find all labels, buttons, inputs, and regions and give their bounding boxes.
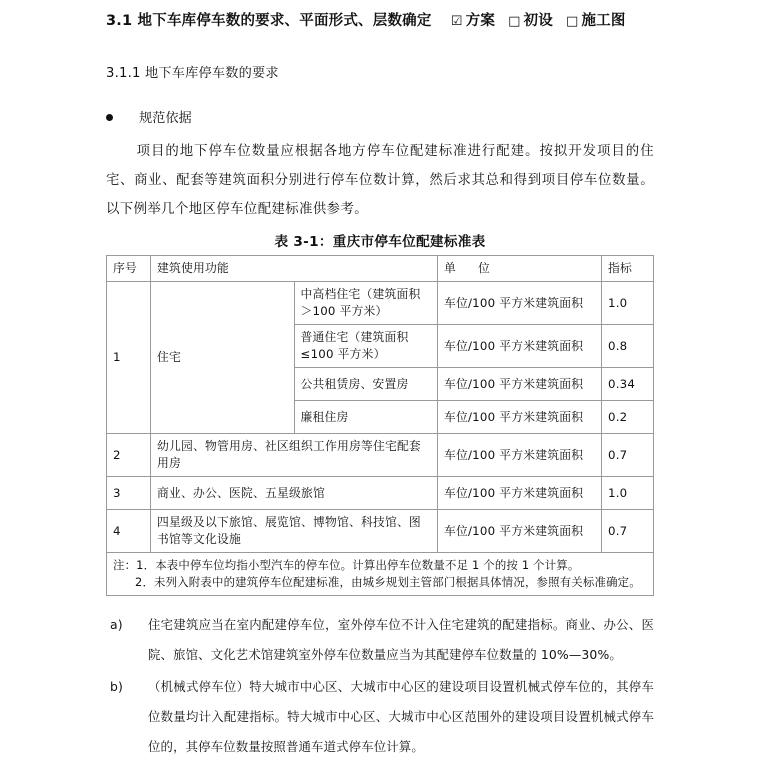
header-unit (438, 256, 602, 282)
table-row (107, 434, 654, 477)
list-item-marker: a) (110, 617, 123, 632)
checkbox-preliminary-label: 初设 (523, 13, 553, 29)
header-indicator: 指标 (602, 256, 654, 282)
cell-unit: 车位/100 平方米建筑面积 (438, 434, 602, 477)
cell-unit: 车位/100 平方米建筑面积 (438, 282, 602, 325)
body-paragraph-text: 项目的地下停车位数量应根据各地方停车位配建标准进行配建。按拟开发项目的住宅、商业、配套等建筑面积分别进行停车位数计算，然后求其总和得到项目停车位数量。以下例举几个地区停车位配建标准供参考。 (106, 144, 654, 217)
table-row (107, 510, 654, 553)
subsection-heading: 3.1.1 地下车库停车数的要求 (106, 66, 279, 81)
cell-seq: 2 (107, 434, 151, 477)
cell-item: 商业、办公、医院、五星级旅馆 (151, 477, 438, 510)
body-paragraph (106, 137, 654, 224)
table-caption: 表 3-1：重庆市停车位配建标准表 (274, 234, 486, 250)
cell-value: 0.7 (602, 510, 654, 553)
cell-unit: 车位/100 平方米建筑面积 (438, 325, 602, 368)
cell-seq: 4 (107, 510, 151, 553)
cell-item: 公共租赁房、安置房 (294, 368, 438, 401)
header-function: 建筑使用功能 (151, 256, 438, 282)
table-header-row (107, 256, 654, 282)
cell-group: 住宅 (151, 282, 295, 434)
cell-item: 幼儿园、物管用房、社区组织工作用房等住宅配套用房 (151, 434, 438, 477)
header-unit-right: 位 (478, 261, 490, 275)
list-item-text: 住宅建筑应当在室内配建停车位，室外停车位不计入住宅建筑的配建指标。商业、办公、医院、旅馆、文化艺术馆建筑室外停车位数量应当为其配建停车位数量的 10%—30%。 (148, 617, 654, 662)
table-row (107, 282, 654, 325)
cell-seq: 1 (107, 282, 151, 434)
cell-item: 廉租住房 (294, 401, 438, 434)
header-seq: 序号 (107, 256, 151, 282)
table-row (107, 477, 654, 510)
checkbox-preliminary-icon[interactable]: □ (508, 14, 521, 29)
list-item (106, 672, 654, 762)
table-notes-row (107, 553, 654, 596)
checkbox-construction-drawing-label: 施工图 (581, 13, 626, 29)
cell-item: 四星级及以下旅馆、展览馆、博物馆、科技馆、图书馆等文化设施 (151, 510, 438, 553)
parking-standard-table (106, 255, 654, 596)
checkbox-scheme-label: 方案 (465, 13, 496, 29)
cell-value: 0.7 (602, 434, 654, 477)
checkbox-construction-drawing-icon[interactable]: □ (565, 14, 579, 29)
table-note-2: 2．未列入附表中的建筑停车位配建标准，由城乡规划主管部门根据具体情况，参照有关标准确定。 (135, 575, 641, 589)
table-note-1: 注：1．本表中停车位均指小型汽车的停车位。计算出停车位数量不足 1 个的按 1 个计算。 (113, 558, 580, 572)
cell-item: 中高档住宅（建筑面积＞100 平方米） (294, 282, 438, 325)
cell-value: 0.2 (602, 401, 654, 434)
section-number: 3.1 (106, 13, 133, 29)
bullet-dot-icon (106, 114, 113, 121)
cell-unit: 车位/100 平方米建筑面积 (438, 368, 602, 401)
cell-value: 0.8 (602, 325, 654, 368)
list-item (106, 610, 654, 670)
cell-unit: 车位/100 平方米建筑面积 (438, 401, 602, 434)
list-item-text: （机械式停车位）特大城市中心区、大城市中心区的建设项目设置机械式停车位的，其停车位数量均计入配建指标。特大城市中心区、大城市中心区范围外的建设项目设置机械式停车位的，其停车位数量按照普通车道式停车位计算。 (148, 679, 654, 754)
section-heading (106, 11, 654, 32)
page-content (106, 0, 654, 764)
table-notes (107, 553, 654, 596)
cell-value: 1.0 (602, 477, 654, 510)
lettered-list (106, 610, 654, 762)
section-title-text: 地下车库停车数的要求、平面形式、层数确定 (137, 13, 432, 29)
cell-item: 普通住宅（建筑面积≤100 平方米） (294, 325, 438, 368)
cell-seq: 3 (107, 477, 151, 510)
bullet-heading-row (106, 109, 654, 128)
list-item-marker: b) (110, 679, 123, 694)
stage-checkbox-group (451, 13, 626, 29)
checkbox-scheme-icon[interactable]: ☑ (450, 14, 463, 29)
cell-unit: 车位/100 平方米建筑面积 (438, 477, 602, 510)
cell-value: 0.34 (602, 368, 654, 401)
header-unit-left: 单 (444, 261, 456, 275)
cell-value: 1.0 (602, 282, 654, 325)
bullet-heading-label: 规范依据 (139, 111, 192, 126)
cell-unit: 车位/100 平方米建筑面积 (438, 510, 602, 553)
